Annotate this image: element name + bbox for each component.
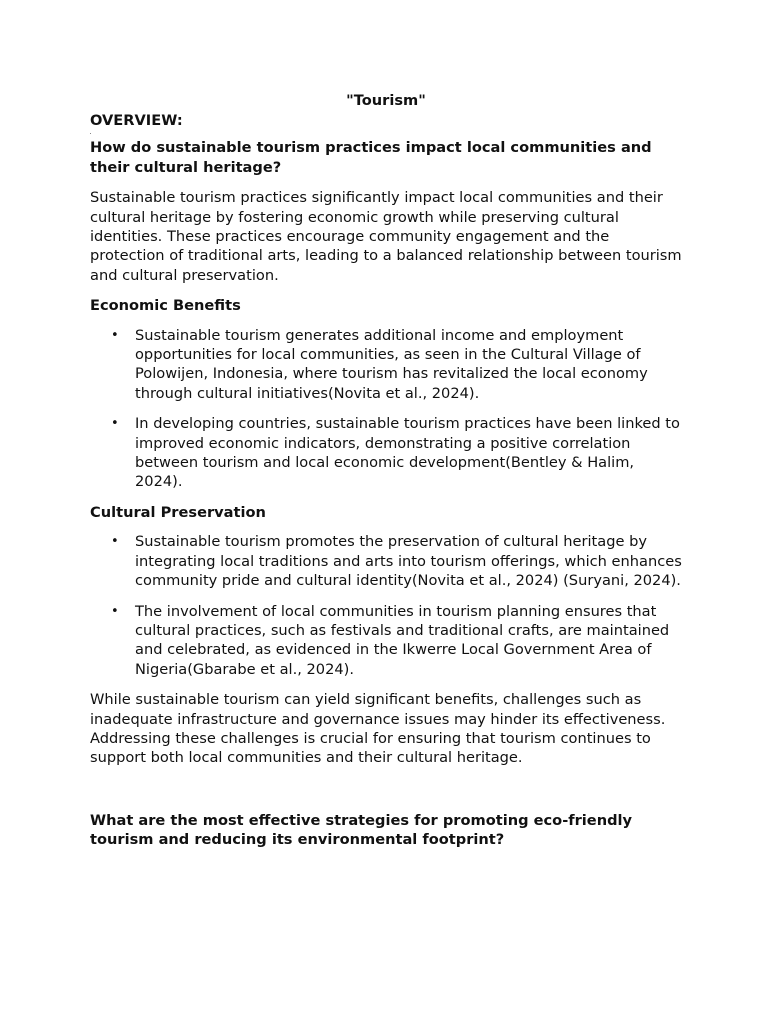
list-item-text: The involvement of local communities in tourism planning ensures that cultural practices, such as festivals and traditional crafts, are maintained and celebrated, as evidenced in the Ikwerre Local Government Area of Nigeria(Gbarabe et al., 2024). — [135, 602, 670, 678]
cultural-preservation-list — [90, 532, 682, 679]
cultural-preservation-heading: Cultural Preservation — [90, 503, 266, 521]
list-item-text: Sustainable tourism promotes the preservation of cultural heritage by integrating local traditions and arts into tourism offerings, which enhances community pride and cultural identity(Novita et al., 2024) (Suryani, 2024). — [135, 533, 682, 590]
list-item — [90, 602, 682, 680]
document-title: "Tourism" — [346, 92, 426, 109]
economic-benefits-list — [90, 326, 682, 492]
question-heading-1: How do sustainable tourism practices impact local communities and their cultural heritage? — [90, 139, 652, 176]
conclusion-paragraph: While sustainable tourism can yield significant benefits, challenges such as inadequate infrastructure and governance issues may hinder its effectiveness. Addressing these challenges is crucial for ensuring that tourism continues to support both local communities and their cultural heritage. — [90, 691, 666, 767]
list-item — [90, 532, 682, 590]
economic-benefits-heading: Economic Benefits — [90, 297, 241, 315]
bullet-icon: • — [111, 327, 119, 343]
question-heading-2: What are the most effective strategies for promoting eco-friendly tourism and reducing its environmental footprint? — [90, 811, 633, 849]
bullet-icon: • — [111, 603, 119, 619]
list-item-text: Sustainable tourism generates additional income and employment opportunities for local communities, as seen in the Cultural Village of Polowijen, Indonesia, where tourism has revitalized the local economy through cultural initiatives(Novita et al., 2024). — [135, 326, 648, 402]
document-page — [90, 90, 682, 861]
list-item — [90, 414, 682, 492]
bullet-icon: • — [111, 534, 119, 550]
stray-mark — [90, 130, 682, 138]
section-spacer — [90, 779, 682, 811]
overview-label: OVERVIEW: — [90, 112, 183, 129]
bullet-icon: • — [111, 416, 119, 432]
list-item-text: In developing countries, sustainable tourism practices have been linked to improved economic indicators, demonstrating a positive correlation between tourism and local economic development(Bentley & Halim, 2024). — [135, 415, 680, 491]
intro-paragraph: Sustainable tourism practices significantly impact local communities and their cultural heritage by fostering economic growth while preserving cultural identities. These practices encourage community engagement and the protection of traditional arts, leading to a balanced relationship between tourism and cultural preservation. — [90, 189, 682, 284]
list-item — [90, 326, 682, 404]
